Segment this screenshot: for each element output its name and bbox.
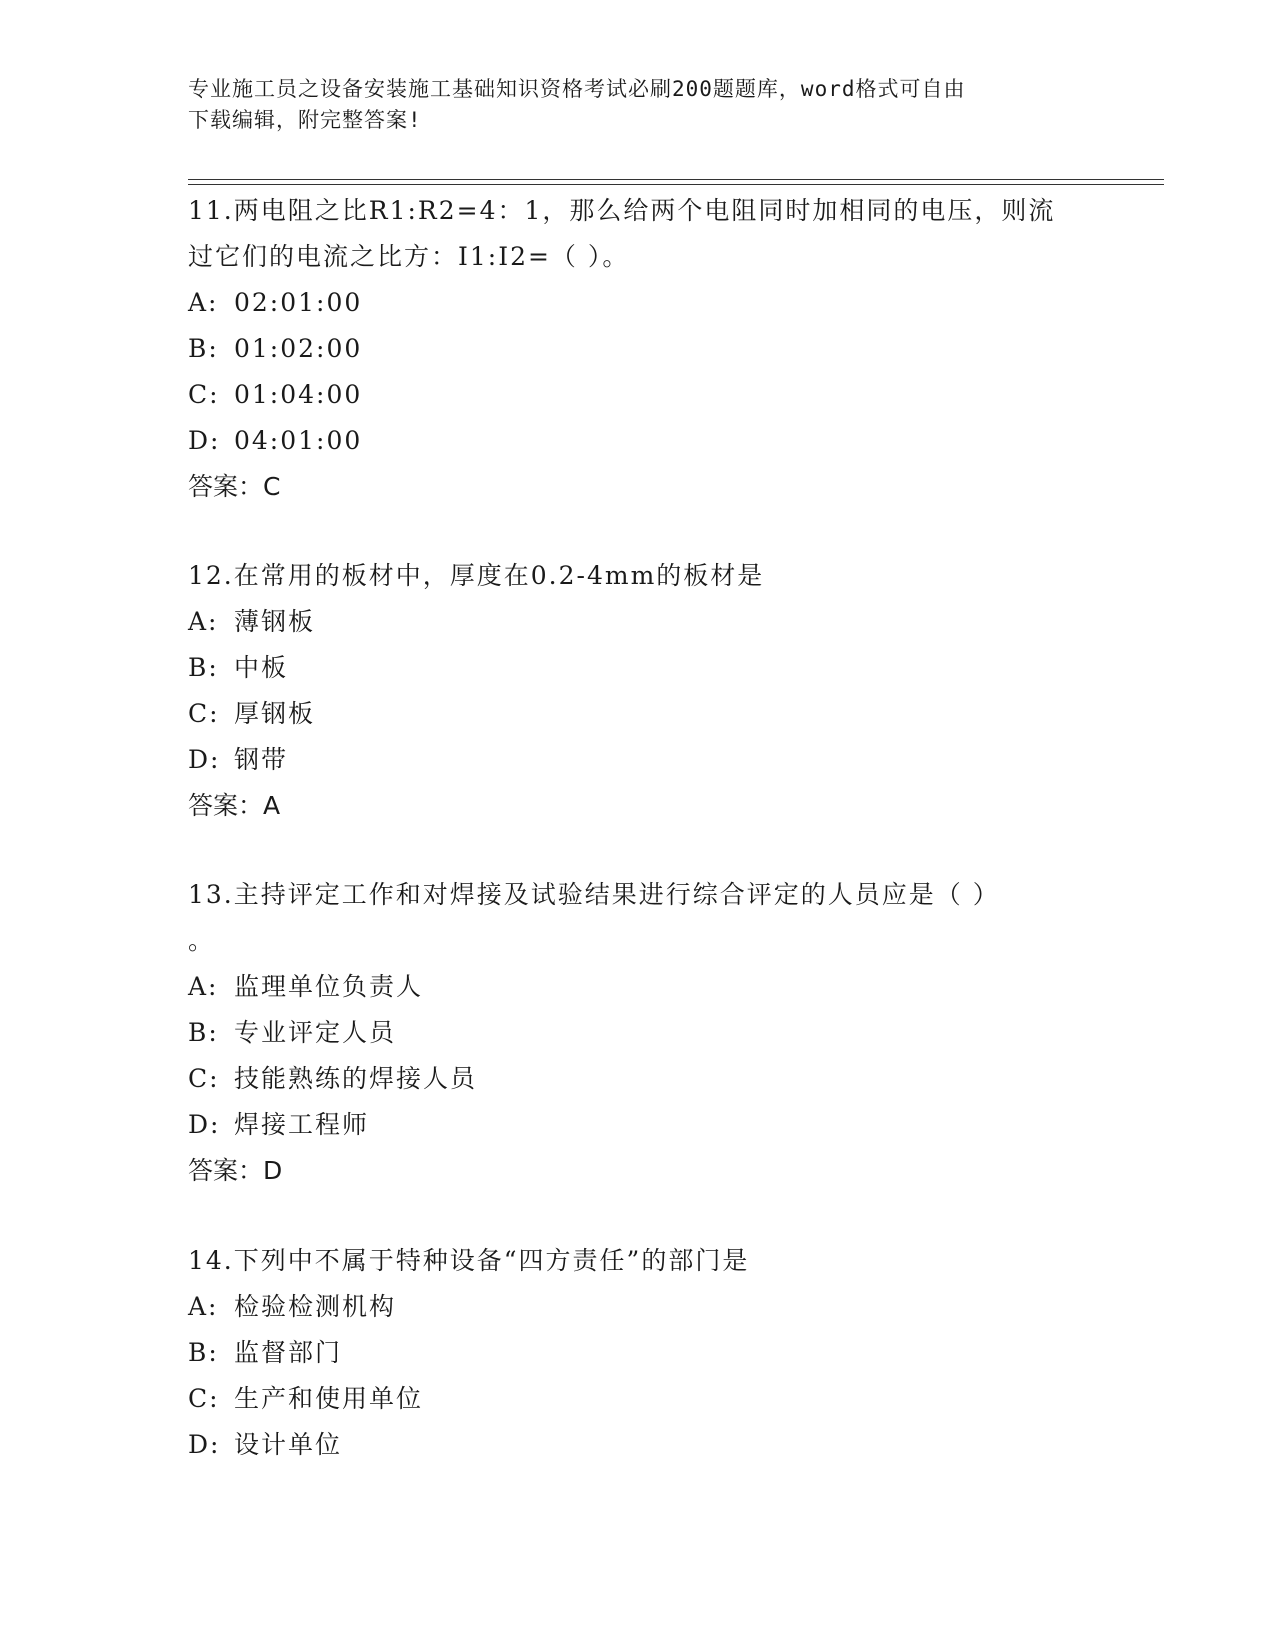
header-line-2: 下载编辑，附完整答案! [188,108,422,132]
answer-line: 答案：C [188,472,281,501]
option-b [188,326,1088,372]
option-letter: D: [188,745,221,774]
answer-line: 答案：D [188,1156,283,1185]
document-header [188,74,1068,136]
option-letter: C: [188,1064,220,1093]
question-12 [188,553,1088,829]
option-letter: A: [188,607,219,636]
question-14 [188,1238,1088,1468]
question-text-continued: 过它们的电流之比方：I1:I2=（ ）。 [188,242,630,271]
option-text: 监督部门 [234,1338,343,1367]
question-text: 14.下列中不属于特种设备“四方责任”的部门是 [188,1246,750,1275]
option-c [188,372,1088,418]
option-letter: A: [188,1292,219,1321]
header-divider-top [188,179,1164,180]
option-letter: C: [188,380,220,409]
question-text: 11.两电阻之比R1:R2=4：1，那么给两个电阻同时加相同的电压，则流 [188,196,1056,225]
question-11 [188,188,1088,510]
option-letter: B: [188,1338,219,1367]
option-letter: B: [188,653,219,682]
option-letter: D: [188,1430,221,1459]
option-b [188,1010,1088,1056]
option-letter: D: [188,426,221,455]
option-text: 钢带 [234,745,289,774]
option-text: 04:01:00 [234,426,363,455]
option-d [188,1102,1088,1148]
option-c [188,1056,1088,1102]
option-d [188,737,1088,783]
option-a [188,280,1088,326]
option-text: 技能熟练的焊接人员 [234,1064,478,1093]
option-c [188,1376,1088,1422]
option-text: 专业评定人员 [234,1018,397,1047]
answer-line: 答案：A [188,791,281,820]
option-text: 生产和使用单位 [234,1384,424,1413]
option-c [188,691,1088,737]
option-text: 设计单位 [234,1430,343,1459]
option-d [188,418,1088,464]
option-text: 01:04:00 [234,380,363,409]
option-a [188,599,1088,645]
option-letter: C: [188,1384,220,1413]
option-text: 中板 [234,653,289,682]
option-b [188,1330,1088,1376]
option-text: 01:02:00 [234,334,363,363]
option-letter: C: [188,699,220,728]
header-line-1: 专业施工员之设备安装施工基础知识资格考试必刷200题题库，word格式可自由 [188,77,966,101]
option-letter: B: [188,1018,219,1047]
question-text-continued: 。 [188,926,216,955]
question-text: 12.在常用的板材中，厚度在0.2-4mm的板材是 [188,561,765,590]
option-text: 厚钢板 [234,699,316,728]
option-letter: B: [188,334,219,363]
option-b [188,645,1088,691]
header-divider-bottom [188,184,1164,185]
option-text: 薄钢板 [234,607,316,636]
question-text: 13.主持评定工作和对焊接及试验结果进行综合评定的人员应是（ ） [188,880,1000,909]
option-d [188,1422,1088,1468]
option-letter: D: [188,1110,221,1139]
option-a [188,1284,1088,1330]
option-letter: A: [188,972,219,1001]
option-text: 焊接工程师 [234,1110,370,1139]
option-text: 02:01:00 [234,288,363,317]
option-text: 监理单位负责人 [234,972,424,1001]
option-a [188,964,1088,1010]
option-text: 检验检测机构 [234,1292,397,1321]
question-13 [188,872,1088,1194]
option-letter: A: [188,288,219,317]
